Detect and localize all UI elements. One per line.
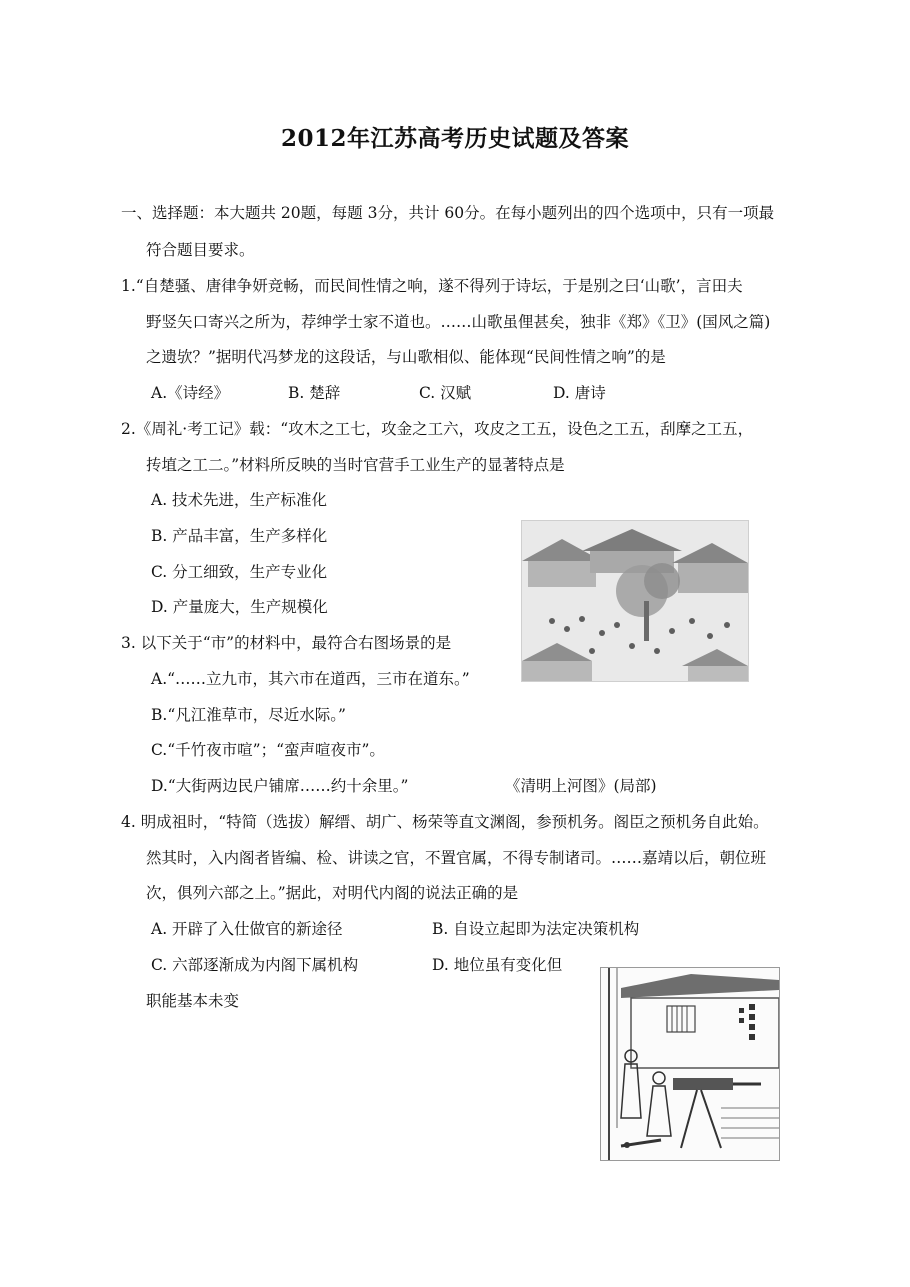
- q2-option-c: C. 分工细致，生产专业化: [151, 563, 328, 581]
- page-title: 2012年江苏高考历史试题及答案: [280, 125, 629, 152]
- q1-option-c: C. 汉赋: [419, 384, 472, 402]
- q2-option-a: A. 技术先进，生产标准化: [151, 491, 328, 509]
- q4-stem-line1: 4. 明成祖时，“特简（选拔）解缙、胡广、杨荣等直文渊阁，参预机务。阁臣之预机务自此始。: [121, 813, 769, 831]
- q3-option-c: C.“千竹夜市喧”；“蛮声喧夜市”。: [151, 741, 385, 759]
- q4-option-a: A. 开辟了入仕做官的新途径: [151, 920, 343, 938]
- q2-option-b: B. 产品丰富，生产多样化: [151, 527, 328, 545]
- qingming-painting-image: [521, 520, 749, 682]
- gatling-gun-illustration: [601, 968, 779, 1160]
- q1-option-b: B. 楚辞: [288, 384, 341, 402]
- q4-option-b: B. 自设立起即为法定决策机构: [432, 920, 640, 938]
- q2-option-d: D. 产量庞大，生产规模化: [151, 598, 328, 616]
- q1-stem-line2: 野竖矢口寄兴之所为，荐绅学士家不道也。……山歌虽俚甚矣，独非《郑》《卫》(国风之篇): [146, 313, 771, 331]
- q1-stem-line3: 之遗欤？”据明代冯梦龙的这段话，与山歌相似、能体现“民间性情之响”的是: [146, 348, 666, 366]
- q1-option-d: D. 唐诗: [553, 384, 606, 402]
- q3-option-b: B.“凡江淮草市，尽近水际。”: [151, 706, 346, 724]
- q4-stem-line2: 然其时，入内阁者皆编、检、讲读之官，不置官属，不得专制诸司。……嘉靖以后，朝位班: [146, 849, 767, 867]
- q1-option-a: A.《诗经》: [151, 384, 230, 402]
- q4-option-d-wrap: 职能基本未变: [146, 992, 240, 1010]
- q1-stem-line1: 1.“自楚骚、唐律争妍竞畅，而民间性情之响，遂不得列于诗坛，于是别之曰‘山歌’，言田夫: [121, 277, 743, 295]
- q4-stem-line3: 次，俱列六部之上。”据此，对明代内阁的说法正确的是: [146, 884, 519, 902]
- q3-stem: 3. 以下关于“市”的材料中，最符合右图场景的是: [121, 634, 452, 652]
- q4-option-d: D. 地位虽有变化但: [432, 956, 563, 974]
- qingming-painting-illustration: [522, 521, 748, 681]
- gatling-gun-engraving-image: [600, 967, 780, 1161]
- q4-option-c: C. 六部逐渐成为内阁下属机构: [151, 956, 359, 974]
- q2-stem-line1: 2.《周礼·考工记》载：“攻木之工七，攻金之工六，攻皮之工五，设色之工五，刮摩之工五，: [121, 420, 754, 438]
- section-instructions-cont: 符合题目要求。: [146, 241, 255, 259]
- q3-image-caption: 《清明上河图》(局部): [505, 777, 657, 795]
- q3-option-d: D.“大街两边民户铺席……约十余里。”: [151, 777, 409, 795]
- section-instructions: 一、选择题：本大题共 20题，每题 3分，共计 60分。在每小题列出的四个选项中，只有一项最: [121, 204, 775, 222]
- q3-option-a: A.“……立九市，其六市在道西，三市在道东。”: [151, 670, 470, 688]
- q2-stem-line2: 抟埴之工二。”材料所反映的当时官营手工业生产的显著特点是: [146, 456, 565, 474]
